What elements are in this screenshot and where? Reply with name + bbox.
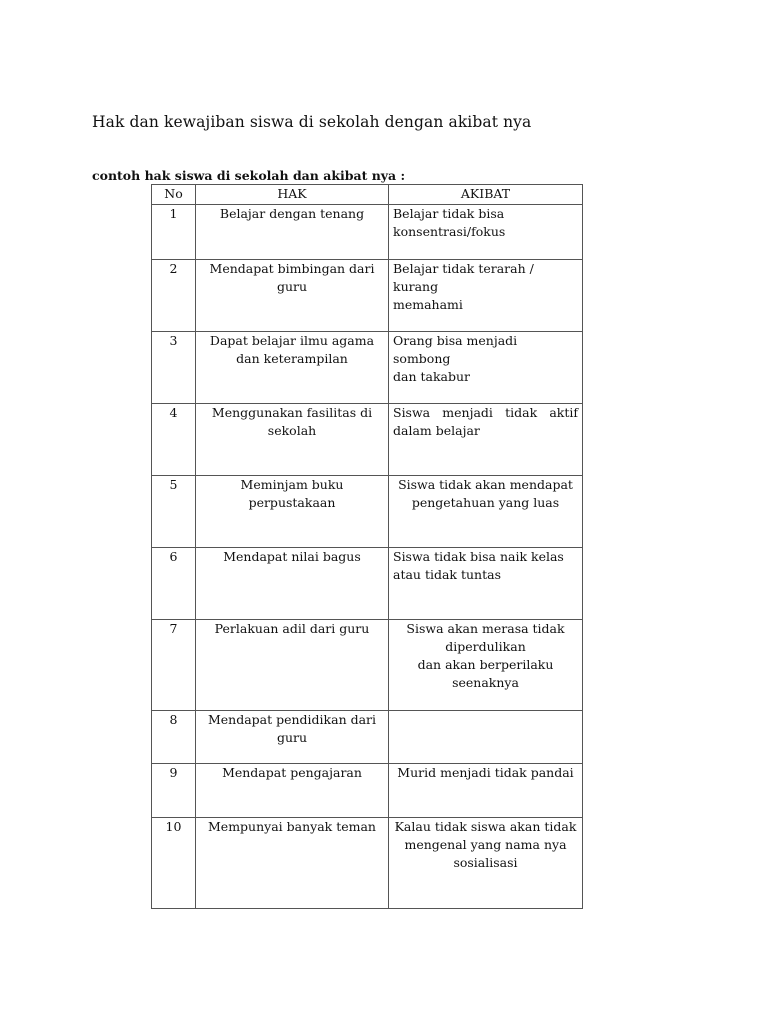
akibat-text: Siswa tidak bisa naik kelas [393, 549, 564, 564]
hak-cell [196, 818, 389, 909]
table-row [152, 818, 583, 909]
akibat-text: dalam belajar [393, 423, 480, 438]
hak-cell [196, 711, 389, 764]
akibat-text: Belajar tidak bisa [393, 206, 505, 221]
akibat-cell [389, 711, 583, 764]
akibat-text: diperdulikan [445, 639, 526, 654]
table-row [152, 260, 583, 332]
table-row [152, 548, 583, 620]
table-row [152, 476, 583, 548]
hak-text: Menggunakan fasilitas di [211, 405, 373, 420]
akibat-cell [389, 332, 583, 404]
akibat-cell [389, 818, 583, 909]
row-number: 3 [152, 332, 196, 404]
hak-text: Perlakuan adil dari guru [214, 621, 370, 636]
hak-text: dan keterampilan [236, 351, 348, 366]
hak-text: Mempunyai banyak teman [208, 819, 376, 834]
hak-text: sekolah [267, 423, 317, 438]
table-row [152, 620, 583, 711]
row-number: 5 [152, 476, 196, 548]
akibat-text: Siswa akan merasa tidak [406, 621, 565, 636]
row-number: 1 [152, 205, 196, 260]
akibat-cell [389, 476, 583, 548]
akibat-text: dan takabur [393, 369, 471, 384]
akibat-text: Orang bisa menjadi sombong [393, 333, 518, 366]
akibat-text: konsentrasi/fokus [393, 224, 506, 239]
akibat-text: sosialisasi [453, 855, 518, 870]
hak-text: guru [276, 730, 308, 745]
hak-cell [196, 548, 389, 620]
row-number: 7 [152, 620, 196, 711]
row-number: 9 [152, 764, 196, 818]
hak-cell [196, 764, 389, 818]
hak-text: Mendapat pendidikan dari [207, 712, 377, 727]
akibat-text: Siswa tidak akan mendapat [398, 477, 573, 492]
akibat-cell [389, 764, 583, 818]
akibat-text: pengetahuan yang luas [411, 495, 560, 510]
akibat-cell [389, 205, 583, 260]
akibat-text: seenaknya [452, 675, 519, 690]
header-akibat: AKIBAT [389, 185, 583, 205]
document-title: Hak dan kewajiban siswa di sekolah dengan akibat nya [92, 113, 532, 131]
akibat-text: memahami [393, 297, 463, 312]
header-no: No [152, 185, 196, 205]
row-number: 6 [152, 548, 196, 620]
table-header-row [152, 185, 583, 205]
hak-text: perpustakaan [248, 495, 336, 510]
row-number: 4 [152, 404, 196, 476]
akibat-text: dan akan berperilaku [417, 657, 554, 672]
akibat-text: mengenal yang nama nya [404, 837, 567, 852]
hak-text: Mendapat bimbingan dari [209, 261, 375, 276]
hak-cell [196, 476, 389, 548]
akibat-cell [389, 548, 583, 620]
hak-text: Dapat belajar ilmu agama [209, 333, 375, 348]
table-row [152, 205, 583, 260]
akibat-text: Siswa menjadi tidak aktif [393, 405, 578, 420]
akibat-text: Belajar tidak terarah / kurang [393, 261, 534, 294]
hak-cell [196, 332, 389, 404]
header-hak: HAK [196, 185, 389, 205]
table-row [152, 764, 583, 818]
hak-text: Mendapat nilai bagus [223, 549, 361, 564]
row-number: 10 [152, 818, 196, 909]
hak-text: guru [276, 279, 308, 294]
hak-text: Belajar dengan tenang [219, 206, 365, 221]
hak-cell [196, 205, 389, 260]
row-number: 8 [152, 711, 196, 764]
akibat-text: Murid menjadi tidak pandai [397, 765, 574, 780]
akibat-cell [389, 404, 583, 476]
table-caption: contoh hak siswa di sekolah dan akibat nya : [92, 168, 406, 183]
table-row [152, 404, 583, 476]
akibat-text: Kalau tidak siswa akan tidak [394, 819, 577, 834]
akibat-text: atau tidak tuntas [393, 567, 501, 582]
table-row [152, 711, 583, 764]
row-number: 2 [152, 260, 196, 332]
table-row [152, 332, 583, 404]
rights-consequences-table [151, 184, 583, 909]
akibat-cell [389, 620, 583, 711]
hak-cell [196, 620, 389, 711]
hak-cell [196, 404, 389, 476]
hak-text: Meminjam buku [240, 477, 344, 492]
hak-text: Mendapat pengajaran [222, 765, 362, 780]
akibat-cell [389, 260, 583, 332]
hak-cell [196, 260, 389, 332]
